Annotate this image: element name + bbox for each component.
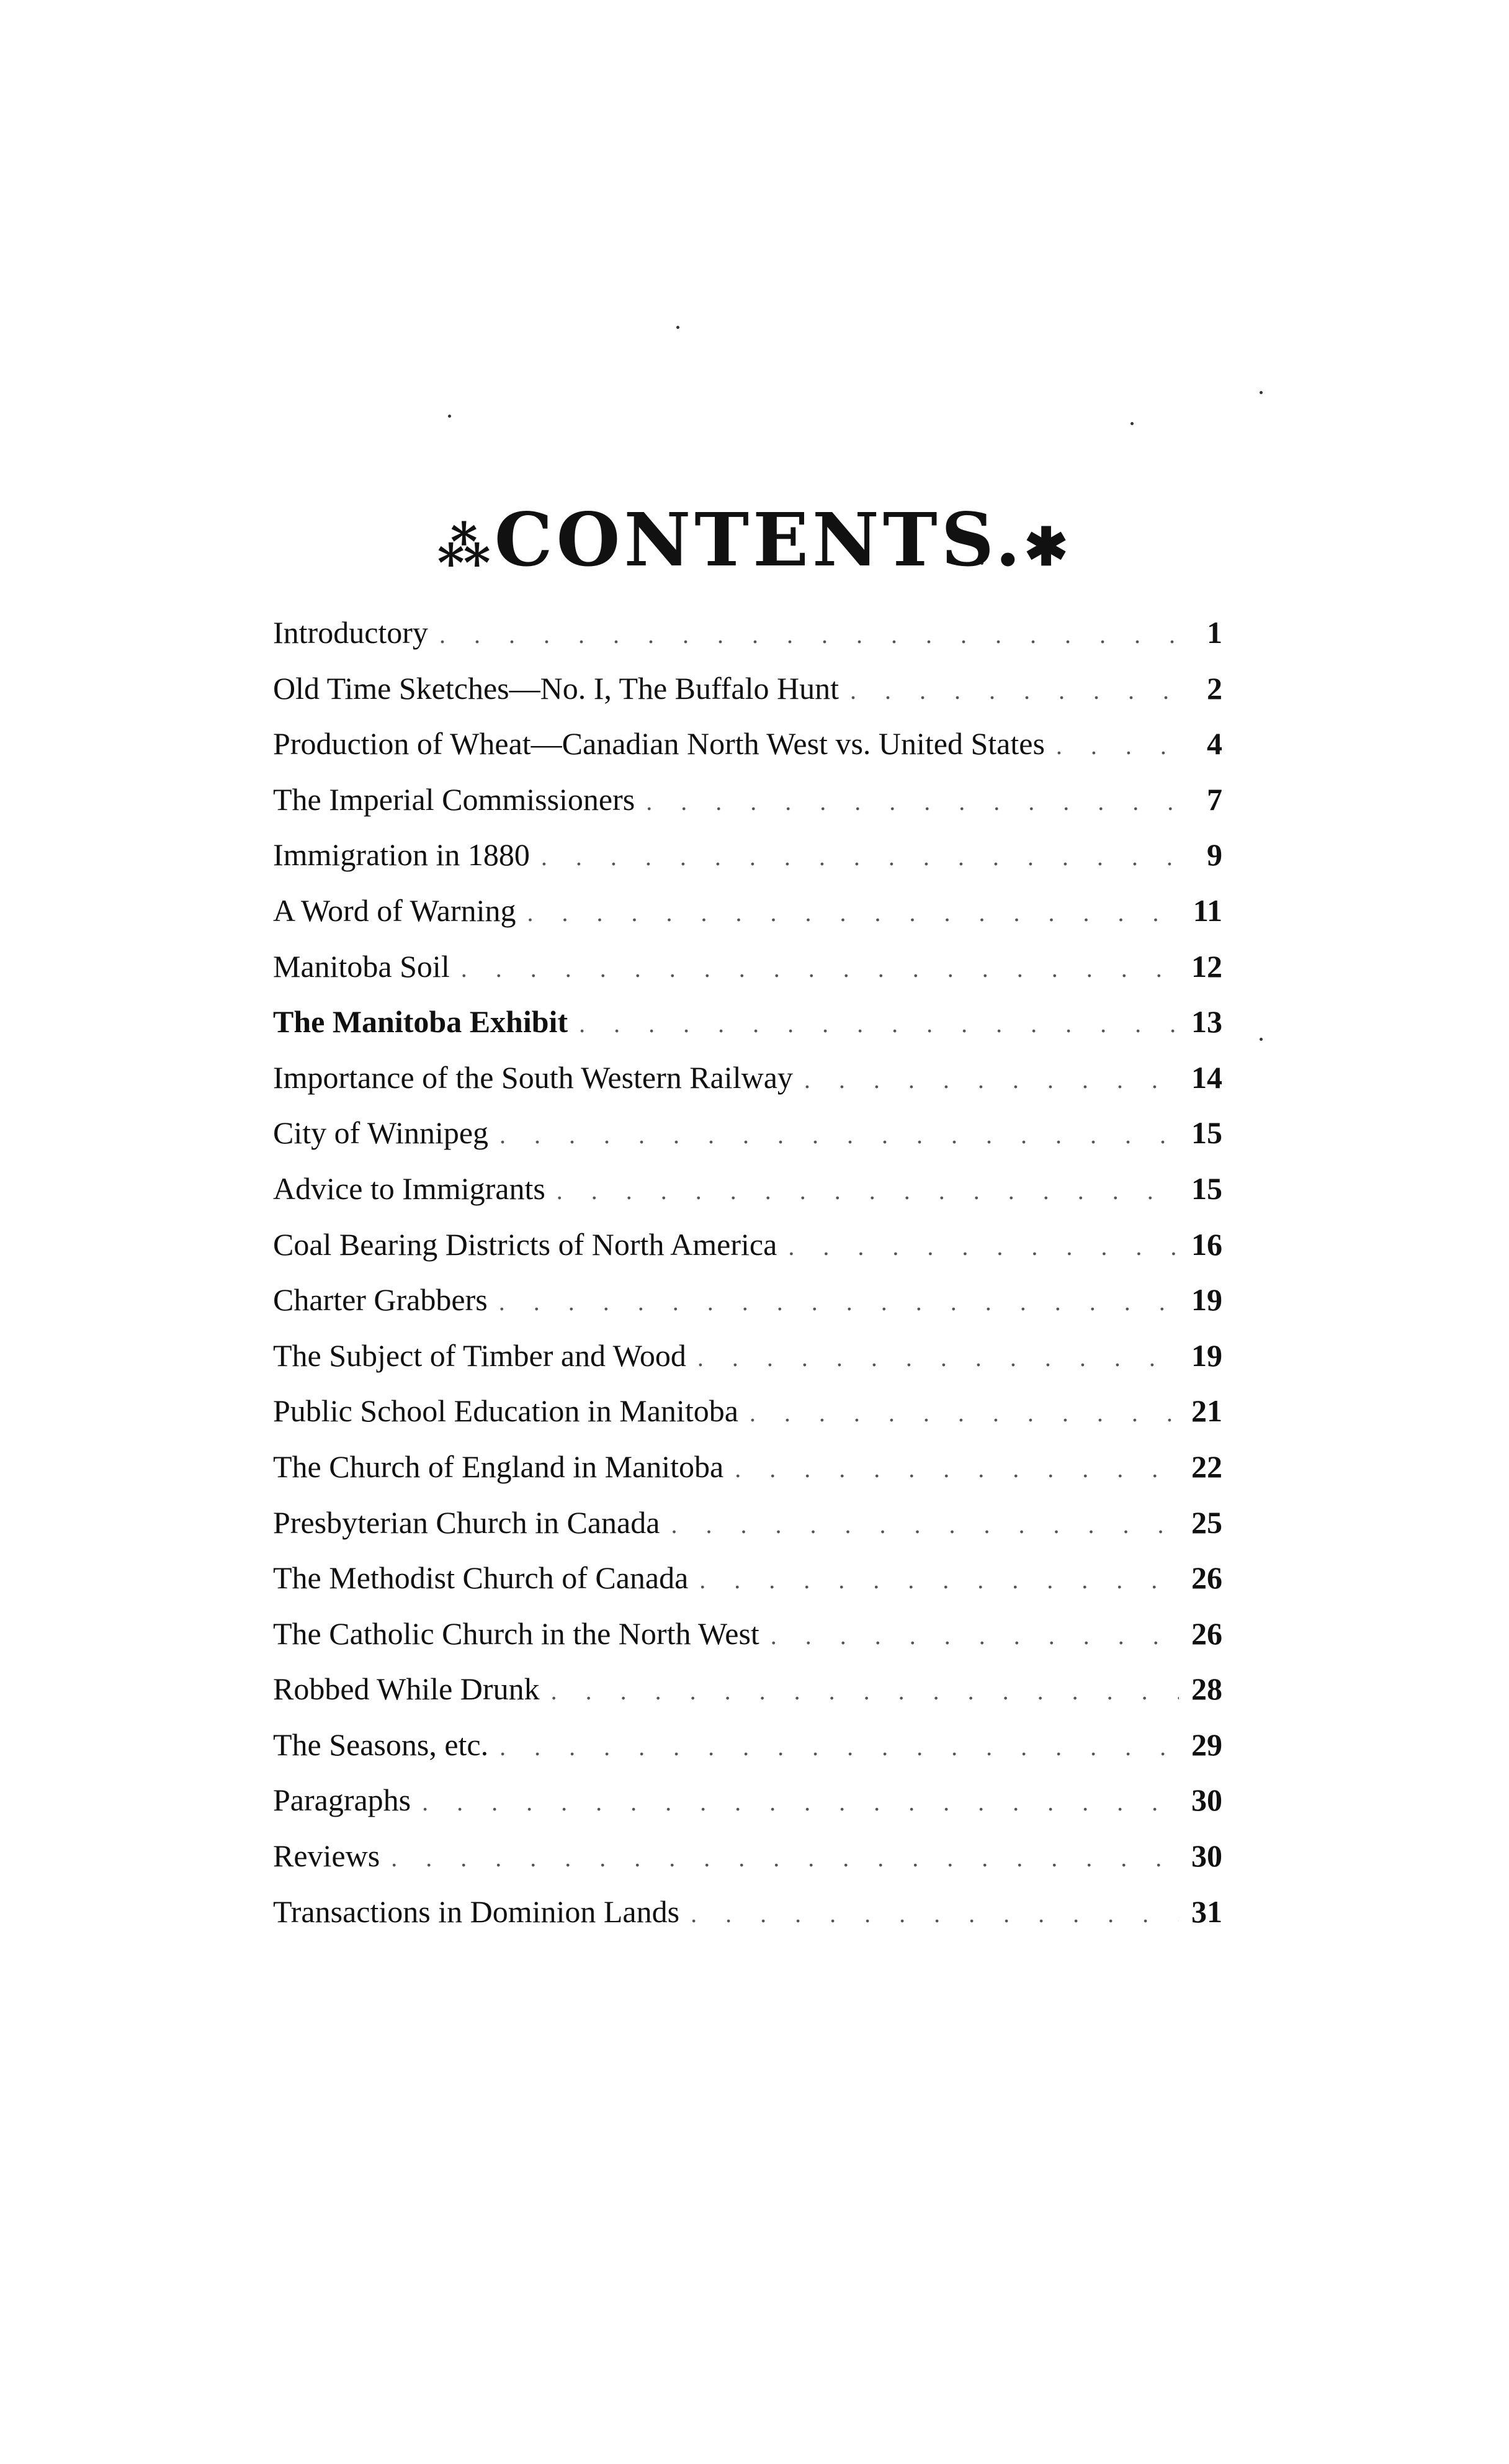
toc-entry bbox=[273, 1838, 1222, 1894]
contents-heading bbox=[0, 497, 1509, 583]
dot-leader bbox=[635, 787, 1179, 816]
dot-leader bbox=[839, 676, 1179, 705]
toc-entry-title: Importance of the South Western Railway bbox=[273, 1059, 793, 1095]
toc-entry-page-number: 19 bbox=[1191, 1282, 1222, 1318]
toc-entry-page-number: 15 bbox=[1191, 1115, 1222, 1151]
dot-leader bbox=[660, 1510, 1179, 1539]
ornament-right-icon: ✱ bbox=[1024, 516, 1072, 577]
toc-entry bbox=[273, 1782, 1222, 1838]
toc-entry-page-number: 31 bbox=[1191, 1894, 1222, 1929]
toc-entry bbox=[273, 1004, 1222, 1059]
toc-entry bbox=[273, 781, 1222, 837]
toc-entry-page-number: 13 bbox=[1191, 1004, 1222, 1040]
toc-entry bbox=[273, 1560, 1222, 1616]
toc-entry-page-number: 30 bbox=[1191, 1783, 1222, 1818]
toc-entry bbox=[273, 1338, 1222, 1393]
dot-leader bbox=[738, 1398, 1179, 1428]
toc-entry bbox=[273, 893, 1222, 948]
print-speck bbox=[676, 326, 679, 329]
toc-entry-page-number: 15 bbox=[1191, 1171, 1222, 1206]
toc-entry-page-number: 19 bbox=[1191, 1338, 1222, 1373]
ornament-left-icon: ⁂ bbox=[437, 516, 495, 577]
toc-entry-title: Presbyterian Church in Canada bbox=[273, 1504, 660, 1540]
toc-entry-page-number: 1 bbox=[1207, 615, 1222, 650]
dot-leader bbox=[516, 898, 1179, 927]
dot-leader bbox=[411, 1787, 1179, 1817]
toc-entry-title: Advice to Immigrants bbox=[273, 1171, 545, 1206]
dot-leader bbox=[545, 1176, 1179, 1205]
dot-leader bbox=[568, 1009, 1179, 1038]
toc-entry-title: The Methodist Church of Canada bbox=[273, 1560, 689, 1596]
table-of-contents bbox=[273, 614, 1222, 1949]
toc-entry-title: Coal Bearing Districts of North America bbox=[273, 1226, 777, 1262]
dot-leader bbox=[679, 1899, 1179, 1928]
toc-entry-page-number: 4 bbox=[1207, 726, 1222, 762]
toc-entry-title: Introductory bbox=[273, 615, 428, 650]
toc-entry-title: Manitoba Soil bbox=[273, 948, 450, 984]
toc-entry-page-number: 7 bbox=[1207, 781, 1222, 817]
dot-leader bbox=[759, 1621, 1179, 1650]
toc-entry-title: A Word of Warning bbox=[273, 893, 516, 928]
toc-entry bbox=[273, 948, 1222, 1004]
toc-entry bbox=[273, 1616, 1222, 1671]
toc-entry-page-number: 26 bbox=[1191, 1560, 1222, 1596]
print-speck bbox=[448, 415, 451, 418]
toc-entry-page-number: 26 bbox=[1191, 1616, 1222, 1651]
dot-leader bbox=[380, 1843, 1179, 1873]
toc-entry bbox=[273, 1449, 1222, 1504]
dot-leader bbox=[1045, 731, 1179, 760]
toc-entry-title: Public School Education in Manitoba bbox=[273, 1393, 738, 1429]
toc-entry bbox=[273, 1671, 1222, 1727]
dot-leader bbox=[488, 1287, 1179, 1316]
toc-entry bbox=[273, 614, 1222, 670]
toc-entry-title: Paragraphs bbox=[273, 1783, 411, 1818]
toc-entry-title: The Seasons, etc. bbox=[273, 1727, 489, 1762]
dot-leader bbox=[450, 954, 1179, 983]
toc-entry-page-number: 25 bbox=[1191, 1504, 1222, 1540]
toc-entry-title: The Church of England in Manitoba bbox=[273, 1449, 724, 1484]
toc-entry bbox=[273, 1393, 1222, 1449]
toc-entry bbox=[273, 670, 1222, 726]
toc-entry bbox=[273, 1894, 1222, 1949]
contents-title: CONTENTS. bbox=[494, 497, 1024, 583]
toc-entry-page-number: 11 bbox=[1193, 893, 1222, 928]
dot-leader bbox=[530, 842, 1179, 871]
toc-entry-page-number: 22 bbox=[1191, 1449, 1222, 1484]
toc-entry-page-number: 28 bbox=[1191, 1671, 1222, 1707]
toc-entry-title: Immigration in 1880 bbox=[273, 837, 530, 873]
toc-entry-page-number: 21 bbox=[1191, 1393, 1222, 1429]
toc-entry bbox=[273, 726, 1222, 781]
toc-entry bbox=[273, 1059, 1222, 1115]
toc-entry-page-number: 12 bbox=[1191, 948, 1222, 984]
toc-entry-title: Robbed While Drunk bbox=[273, 1671, 540, 1707]
dot-leader bbox=[793, 1065, 1179, 1094]
toc-entry bbox=[273, 1171, 1222, 1226]
dot-leader bbox=[428, 620, 1179, 649]
dot-leader bbox=[540, 1676, 1179, 1706]
toc-entry-title: The Catholic Church in the North West bbox=[273, 1616, 759, 1651]
toc-entry bbox=[273, 1226, 1222, 1282]
toc-entry-title: City of Winnipeg bbox=[273, 1115, 489, 1151]
dot-leader bbox=[723, 1454, 1179, 1483]
toc-entry-page-number: 30 bbox=[1191, 1838, 1222, 1874]
dot-leader bbox=[688, 1565, 1179, 1594]
dot-leader bbox=[488, 1732, 1179, 1761]
toc-entry-page-number: 16 bbox=[1191, 1226, 1222, 1262]
print-speck bbox=[1260, 1038, 1263, 1041]
print-speck bbox=[1260, 391, 1263, 394]
toc-entry bbox=[273, 1727, 1222, 1783]
dot-leader bbox=[686, 1343, 1179, 1372]
toc-entry bbox=[273, 1115, 1222, 1171]
toc-entry-title: Old Time Sketches—No. I, The Buffalo Hunt bbox=[273, 670, 840, 706]
toc-entry-title: Transactions in Dominion Lands bbox=[273, 1894, 680, 1929]
toc-entry bbox=[273, 1504, 1222, 1560]
dot-leader bbox=[488, 1120, 1179, 1149]
toc-entry-page-number: 29 bbox=[1191, 1727, 1222, 1762]
toc-entry-title: The Subject of Timber and Wood bbox=[273, 1338, 686, 1373]
toc-entry-title: Reviews bbox=[273, 1838, 380, 1874]
print-speck bbox=[1131, 422, 1134, 425]
toc-entry-title: The Imperial Commissioners bbox=[273, 781, 635, 817]
toc-entry bbox=[273, 1282, 1222, 1338]
toc-entry-page-number: 9 bbox=[1207, 837, 1222, 873]
toc-entry-page-number: 14 bbox=[1191, 1059, 1222, 1095]
toc-entry-page-number: 2 bbox=[1207, 670, 1222, 706]
dot-leader bbox=[777, 1232, 1179, 1261]
toc-entry-title: Charter Grabbers bbox=[273, 1282, 488, 1318]
toc-entry-title: Production of Wheat—Canadian North West vs. United States bbox=[273, 726, 1045, 762]
toc-entry bbox=[273, 837, 1222, 893]
toc-entry-title: The Manitoba Exhibit bbox=[273, 1004, 568, 1040]
